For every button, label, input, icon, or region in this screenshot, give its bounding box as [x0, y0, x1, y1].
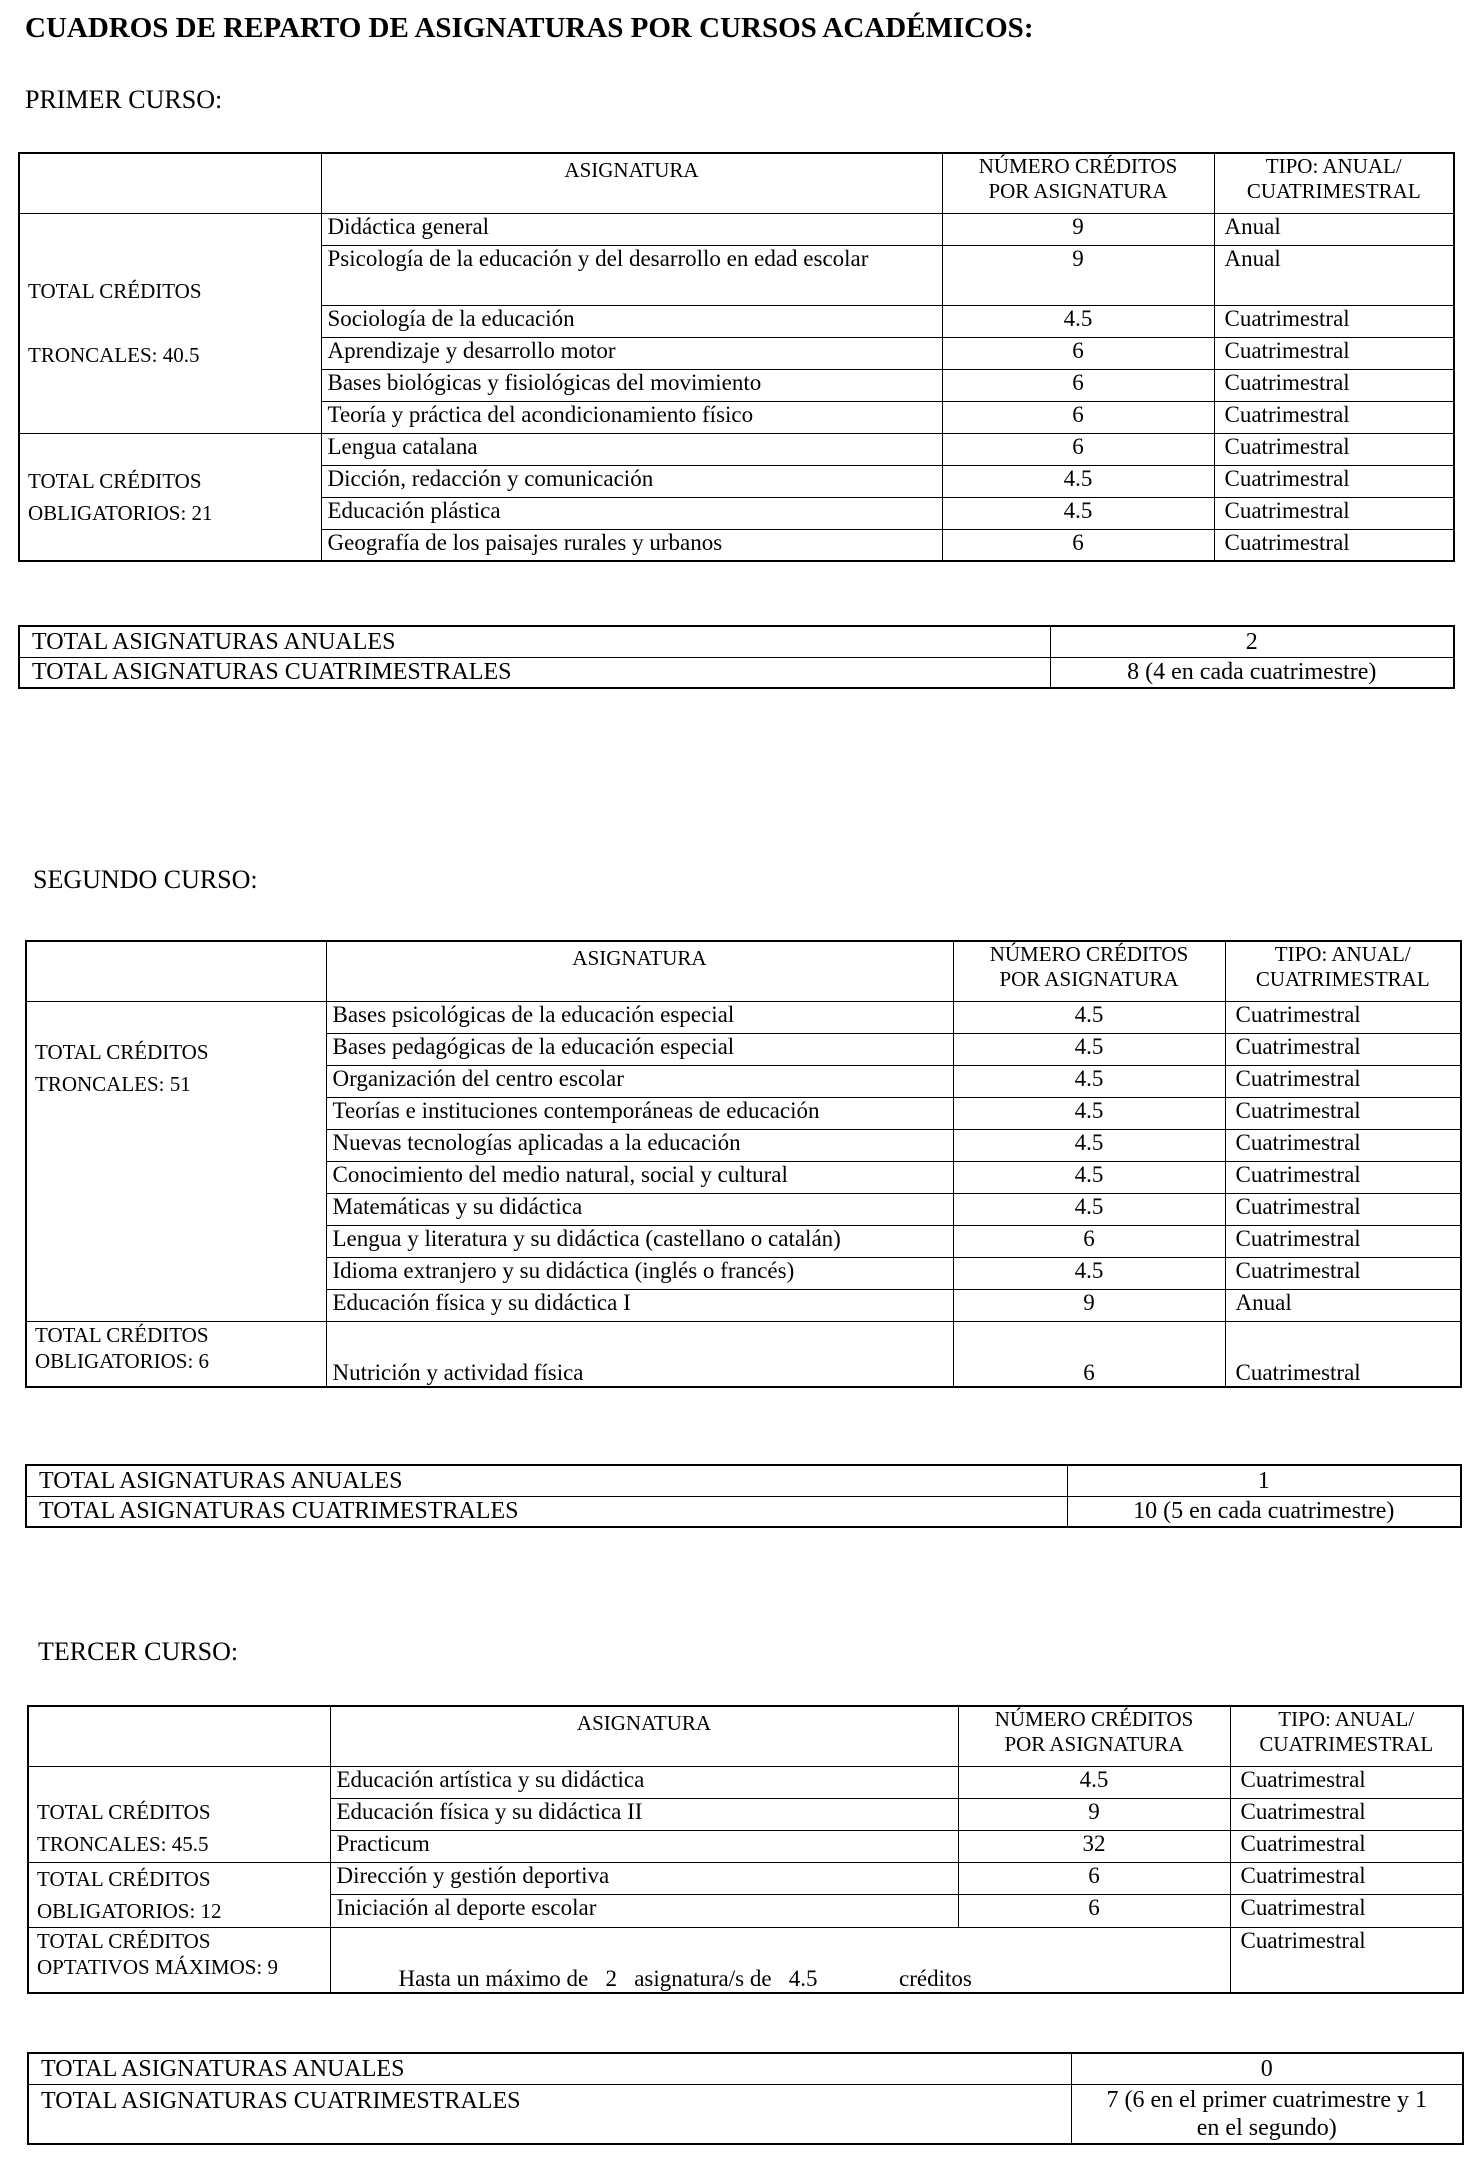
- subject-type: Cuatrimestral: [1225, 1161, 1461, 1193]
- optativas-type: Cuatrimestral: [1230, 1927, 1463, 1993]
- subject-type: Anual: [1225, 1289, 1461, 1321]
- subject-type: Anual: [1214, 213, 1454, 245]
- subject-type: Cuatrimestral: [1225, 1033, 1461, 1065]
- group-obligatorios: TOTAL CRÉDITOS OBLIGATORIOS: 6: [26, 1321, 326, 1387]
- subject-credits: 4.5: [942, 497, 1214, 529]
- primer-totals-table: [18, 625, 1455, 689]
- subject-credits: 9: [942, 245, 1214, 305]
- subject-name: Didáctica general: [321, 213, 942, 245]
- subject-credits: 4.5: [942, 465, 1214, 497]
- total-cuatrimestrales-value: 8 (4 en cada cuatrimestre): [1050, 657, 1454, 688]
- total-anuales-value: 1: [1067, 1465, 1461, 1496]
- subject-name: Dirección y gestión deportiva: [330, 1862, 958, 1895]
- group-troncales: TOTAL CRÉDITOS TRONCALES: 45.5: [28, 1766, 330, 1862]
- subject-credits: 6: [953, 1225, 1225, 1257]
- subject-type: Cuatrimestral: [1230, 1895, 1463, 1928]
- header-asignatura: ASIGNATURA: [321, 153, 942, 213]
- subject-name: Bases psicológicas de la educación especial: [326, 1001, 953, 1033]
- subject-name: Idioma extranjero y su didáctica (inglés o francés): [326, 1257, 953, 1289]
- total-anuales-value: 0: [1071, 2053, 1463, 2084]
- subject-type: Cuatrimestral: [1214, 305, 1454, 337]
- subject-credits: 32: [958, 1830, 1230, 1862]
- subject-credits: 6: [958, 1862, 1230, 1895]
- subject-name: Matemáticas y su didáctica: [326, 1193, 953, 1225]
- header-creditos: NÚMERO CRÉDITOS POR ASIGNATURA: [942, 153, 1214, 213]
- subject-type: Cuatrimestral: [1214, 433, 1454, 465]
- subject-credits: 6: [942, 401, 1214, 433]
- subject-name: Aprendizaje y desarrollo motor: [321, 337, 942, 369]
- segundo-curso-title: SEGUNDO CURSO:: [33, 865, 258, 894]
- subject-name: Educación física y su didáctica II: [330, 1798, 958, 1830]
- total-anuales-label: TOTAL ASIGNATURAS ANUALES: [26, 1465, 1067, 1496]
- subject-name: Dicción, redacción y comunicación: [321, 465, 942, 497]
- subject-type: Cuatrimestral: [1225, 1225, 1461, 1257]
- subject-type: Cuatrimestral: [1225, 1129, 1461, 1161]
- subject-type: Cuatrimestral: [1214, 465, 1454, 497]
- optativas-prefix: Hasta un máximo de: [398, 1966, 589, 1991]
- subject-name: Lengua y literatura y su didáctica (castellano o catalán): [326, 1225, 953, 1257]
- subject-name: Nutrición y actividad física: [326, 1321, 953, 1387]
- total-anuales-value: 2: [1050, 626, 1454, 657]
- subject-type: Cuatrimestral: [1225, 1257, 1461, 1289]
- subject-type: Cuatrimestral: [1214, 337, 1454, 369]
- group-troncales: TOTAL CRÉDITOS TRONCALES: 40.5: [19, 213, 321, 433]
- group-troncales: TOTAL CRÉDITOS TRONCALES: 51: [26, 1001, 326, 1321]
- subject-name: Teorías e instituciones contemporáneas de educación: [326, 1097, 953, 1129]
- subject-credits: 9: [942, 213, 1214, 245]
- subject-type: Cuatrimestral: [1214, 529, 1454, 561]
- subject-type: Cuatrimestral: [1225, 1097, 1461, 1129]
- subject-credits: 6: [942, 337, 1214, 369]
- tercer-curso-title: TERCER CURSO:: [38, 1637, 239, 1666]
- subject-type: Cuatrimestral: [1214, 401, 1454, 433]
- header-blank: [26, 941, 326, 1001]
- segundo-curso-table: [25, 940, 1462, 1388]
- total-anuales-label: TOTAL ASIGNATURAS ANUALES: [19, 626, 1050, 657]
- group-obligatorios: TOTAL CRÉDITOS OBLIGATORIOS: 12: [28, 1862, 330, 1927]
- subject-credits: 4.5: [942, 305, 1214, 337]
- subject-type: Cuatrimestral: [1214, 497, 1454, 529]
- subject-name: Sociología de la educación: [321, 305, 942, 337]
- subject-credits: 6: [942, 369, 1214, 401]
- subject-name: Educación artística y su didáctica: [330, 1766, 958, 1798]
- tercer-curso-table: [27, 1705, 1464, 1994]
- subject-name: Iniciación al deporte escolar: [330, 1895, 958, 1928]
- total-cuatrimestrales-label: TOTAL ASIGNATURAS CUATRIMESTRALES: [19, 657, 1050, 688]
- subject-credits: 9: [958, 1798, 1230, 1830]
- subject-type: Cuatrimestral: [1230, 1798, 1463, 1830]
- subject-credits: 4.5: [953, 1097, 1225, 1129]
- header-tipo: TIPO: ANUAL/ CUATRIMESTRAL: [1214, 153, 1454, 213]
- header-tipo: TIPO: ANUAL/ CUATRIMESTRAL: [1225, 941, 1461, 1001]
- subject-name: Lengua catalana: [321, 433, 942, 465]
- subject-credits: 4.5: [953, 1129, 1225, 1161]
- subject-credits: 6: [942, 529, 1214, 561]
- total-cuatrimestrales-label: TOTAL ASIGNATURAS CUATRIMESTRALES: [26, 1496, 1067, 1527]
- subject-name: Educación física y su didáctica I: [326, 1289, 953, 1321]
- primer-curso-table: [18, 152, 1455, 562]
- total-cuatrimestrales-label: TOTAL ASIGNATURAS CUATRIMESTRALES: [28, 2084, 1071, 2144]
- subject-credits: 4.5: [958, 1766, 1230, 1798]
- subject-name: Geografía de los paisajes rurales y urbanos: [321, 529, 942, 561]
- subject-type: Cuatrimestral: [1214, 369, 1454, 401]
- optativas-middle: asignatura/s de: [634, 1966, 772, 1991]
- subject-credits: 4.5: [953, 1257, 1225, 1289]
- subject-type: Cuatrimestral: [1225, 1193, 1461, 1225]
- primer-curso-title: PRIMER CURSO:: [25, 85, 223, 114]
- subject-name: Teoría y práctica del acondicionamiento físico: [321, 401, 942, 433]
- subject-credits: 4.5: [953, 1161, 1225, 1193]
- subject-credits: 6: [942, 433, 1214, 465]
- header-asignatura: ASIGNATURA: [330, 1706, 958, 1766]
- header-creditos: NÚMERO CRÉDITOS POR ASIGNATURA: [958, 1706, 1230, 1766]
- subject-name: Bases pedagógicas de la educación especial: [326, 1033, 953, 1065]
- subject-credits: 4.5: [953, 1033, 1225, 1065]
- subject-name: Organización del centro escolar: [326, 1065, 953, 1097]
- subject-credits: 6: [958, 1895, 1230, 1928]
- subject-name: Psicología de la educación y del desarrollo en edad escolar: [321, 245, 942, 305]
- segundo-totals-table: [25, 1464, 1462, 1528]
- subject-type: Cuatrimestral: [1230, 1766, 1463, 1798]
- subject-name: Practicum: [330, 1830, 958, 1862]
- group-optativos: TOTAL CRÉDITOS OPTATIVOS MÁXIMOS: 9: [28, 1927, 330, 1993]
- subject-credits: 4.5: [953, 1193, 1225, 1225]
- subject-credits: 4.5: [953, 1001, 1225, 1033]
- subject-type: Cuatrimestral: [1225, 1321, 1461, 1387]
- header-asignatura: ASIGNATURA: [326, 941, 953, 1001]
- subject-credits: 9: [953, 1289, 1225, 1321]
- subject-credits: 6: [953, 1321, 1225, 1387]
- header-creditos: NÚMERO CRÉDITOS POR ASIGNATURA: [953, 941, 1225, 1001]
- subject-credits: 4.5: [953, 1065, 1225, 1097]
- total-cuatrimestrales-value: 10 (5 en cada cuatrimestre): [1067, 1496, 1461, 1527]
- header-blank: [28, 1706, 330, 1766]
- optativas-row: [330, 1927, 1230, 1993]
- subject-type: Cuatrimestral: [1230, 1862, 1463, 1895]
- header-tipo: TIPO: ANUAL/ CUATRIMESTRAL: [1230, 1706, 1463, 1766]
- subject-type: Cuatrimestral: [1225, 1001, 1461, 1033]
- subject-type: Cuatrimestral: [1225, 1065, 1461, 1097]
- subject-type: Anual: [1214, 245, 1454, 305]
- subject-type: Cuatrimestral: [1230, 1830, 1463, 1862]
- total-anuales-label: TOTAL ASIGNATURAS ANUALES: [28, 2053, 1071, 2084]
- group-obligatorios: TOTAL CRÉDITOS OBLIGATORIOS: 21: [19, 433, 321, 561]
- subject-name: Conocimiento del medio natural, social y cultural: [326, 1161, 953, 1193]
- optativas-credits: 4.5: [788, 1966, 818, 1991]
- total-cuatrimestrales-value: 7 (6 en el primer cuatrimestre y 1 en el segundo): [1071, 2084, 1463, 2144]
- optativas-count: 2: [605, 1966, 617, 1991]
- subject-name: Bases biológicas y fisiológicas del movimiento: [321, 369, 942, 401]
- subject-name: Nuevas tecnologías aplicadas a la educación: [326, 1129, 953, 1161]
- subject-name: Educación plástica: [321, 497, 942, 529]
- document-title: CUADROS DE REPARTO DE ASIGNATURAS POR CURSOS ACADÉMICOS:: [25, 12, 1034, 44]
- tercer-totals-table: [27, 2052, 1464, 2145]
- header-blank: [19, 153, 321, 213]
- optativas-suffix: créditos: [899, 1966, 972, 1991]
